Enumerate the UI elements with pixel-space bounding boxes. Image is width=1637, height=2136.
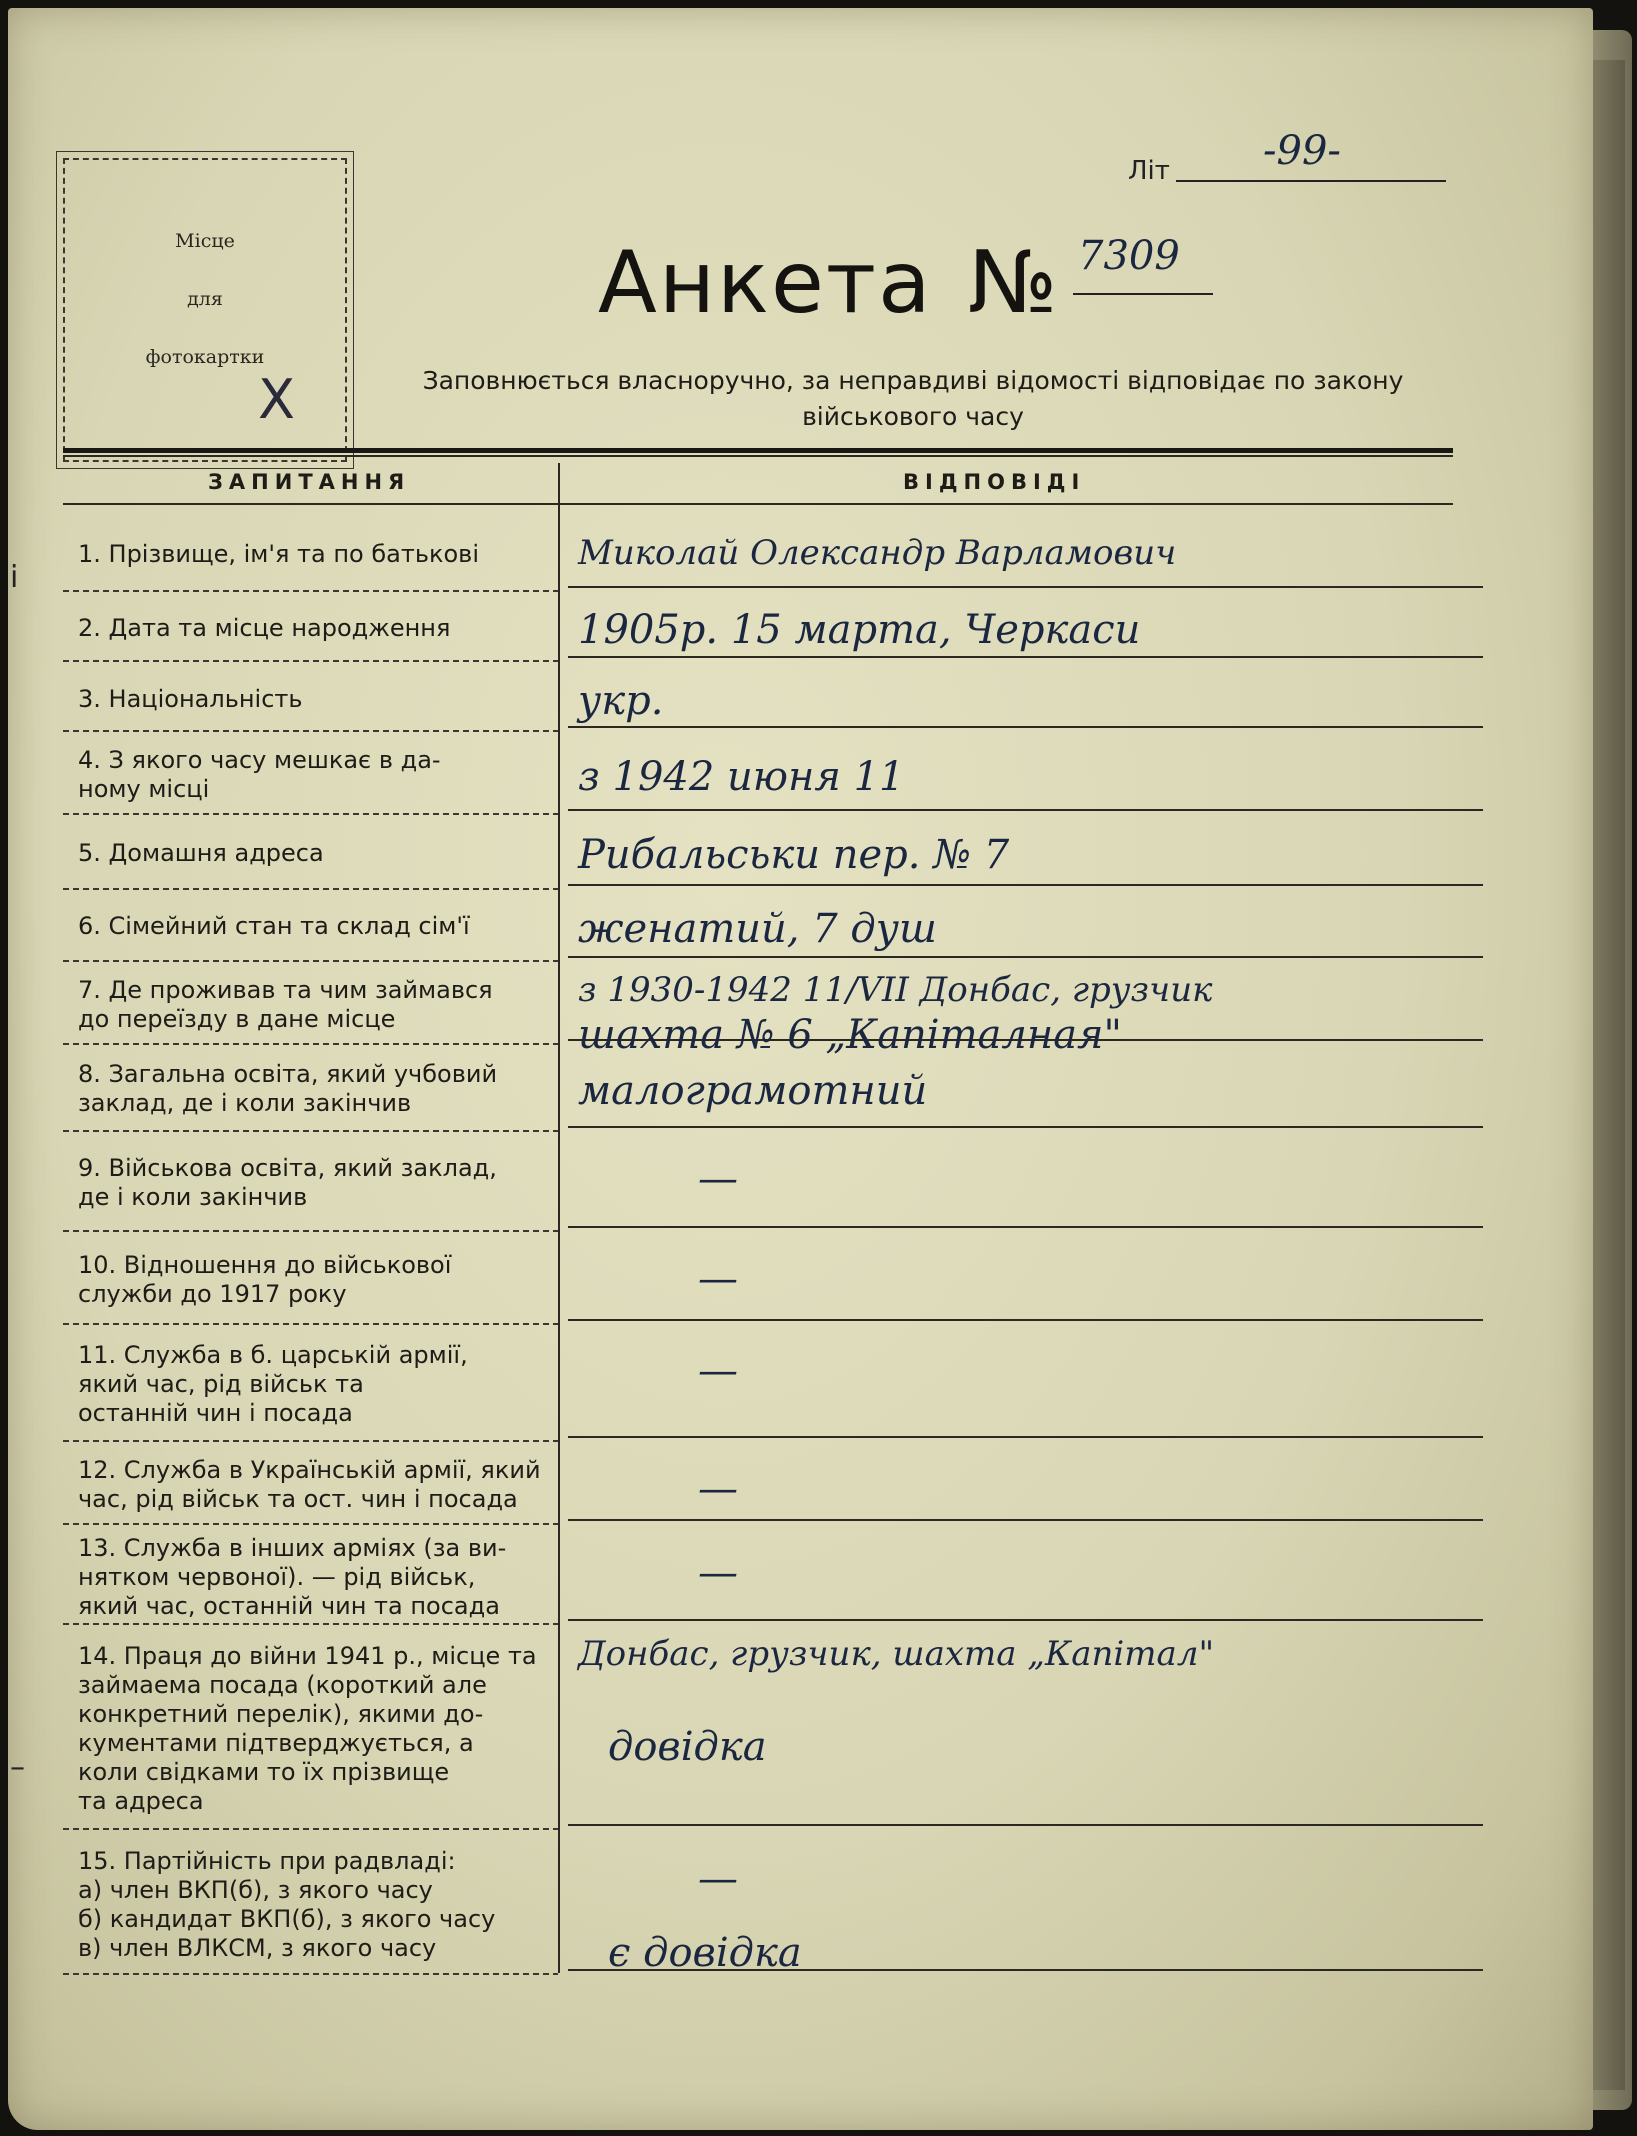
subtitle-line1: Заповнюється власноручно, за неправдиві відомості відповідає по закону xyxy=(422,366,1404,395)
question-line: б) кандидат ВКП(б), з якого часу xyxy=(78,1904,496,1933)
answer-line xyxy=(568,586,1483,588)
column-header-answers: ВІДПОВІДІ xyxy=(903,470,1086,494)
margin-mark-dash: – xyxy=(10,1750,25,1785)
lit-underline xyxy=(1176,180,1446,182)
answer-14-1: Донбас, грузчик, шахта „Капітал" xyxy=(578,1634,1215,1674)
answer-line xyxy=(568,1619,1483,1621)
lit-label: Літ xyxy=(1128,156,1170,186)
question-3 xyxy=(78,685,303,714)
answer-line xyxy=(568,1126,1483,1128)
question-12 xyxy=(78,1456,541,1514)
question-line: 1. Прізвище, ім'я та по батькові xyxy=(78,539,479,568)
question-line: до переїзду в дане місце xyxy=(78,1004,396,1033)
question-6 xyxy=(78,912,470,941)
answer-6-1: женатий, 7 душ xyxy=(578,905,937,952)
answer-line xyxy=(568,956,1483,958)
answer-line xyxy=(568,1519,1483,1521)
question-line: ному місці xyxy=(78,774,210,803)
answer-15-1: — xyxy=(698,1856,738,1902)
form-page xyxy=(8,8,1593,2130)
header-top-rule-thin xyxy=(63,455,1453,457)
subtitle-line2: військового часу xyxy=(802,402,1024,431)
answer-5-1: Рибальськи пер. № 7 xyxy=(578,832,1010,878)
question-separator xyxy=(63,1523,558,1525)
question-line: 4. З якого часу мешкає в да- xyxy=(78,745,441,774)
question-line: та адреса xyxy=(78,1787,204,1815)
question-separator xyxy=(63,888,558,890)
answer-line xyxy=(568,884,1483,886)
photo-placeholder xyxy=(63,158,347,462)
question-8 xyxy=(78,1060,497,1118)
photo-cross-mark: X xyxy=(258,368,295,431)
question-separator xyxy=(63,1323,558,1325)
number-underline xyxy=(1073,293,1213,295)
answer-7-2: шахта № 6 „Капіталная" xyxy=(578,1012,1122,1058)
column-header-questions: ЗАПИТАННЯ xyxy=(208,470,411,494)
form-number: 7309 xyxy=(1078,233,1180,279)
answer-line xyxy=(568,1824,1483,1826)
answer-line xyxy=(568,1319,1483,1321)
question-line: а) член ВКП(б), з якого часу xyxy=(78,1875,433,1904)
column-divider xyxy=(558,463,560,1973)
question-line: який час, останній чин та посада xyxy=(78,1592,500,1620)
question-13 xyxy=(78,1534,506,1621)
answer-1-1: Миколай Олександр Варламович xyxy=(578,533,1177,573)
header-bottom-rule xyxy=(63,503,1453,505)
answer-15-2: є довідка xyxy=(608,1930,802,1976)
number-sign: № xyxy=(968,233,1058,333)
question-separator xyxy=(63,1043,558,1045)
answer-7-1: з 1930-1942 11/VII Донбас, грузчик xyxy=(578,970,1213,1010)
question-9 xyxy=(78,1154,497,1212)
question-14 xyxy=(78,1642,537,1816)
question-10 xyxy=(78,1251,451,1309)
answer-9-1: — xyxy=(698,1156,738,1202)
question-line: заклад, де і коли закінчив xyxy=(78,1089,412,1117)
question-separator xyxy=(63,1623,558,1625)
question-line: час, рід військ та ост. чин і посада xyxy=(78,1484,518,1513)
question-2 xyxy=(78,614,450,643)
form-subtitle xyxy=(388,363,1438,435)
question-1 xyxy=(78,540,479,569)
answer-3-1: укр. xyxy=(578,678,664,724)
question-line: 15. Партійність при радвладі: xyxy=(78,1846,456,1875)
question-line: конкретний перелік), якими до- xyxy=(78,1700,484,1728)
answer-13-1: — xyxy=(698,1550,738,1596)
question-line: 6. Сімейний стан та склад сім'ї xyxy=(78,912,470,940)
answer-11-1: — xyxy=(698,1348,738,1394)
question-line: 5. Домашня адреса xyxy=(78,838,324,867)
question-separator xyxy=(63,813,558,815)
question-15 xyxy=(78,1847,495,1963)
question-line: служби до 1917 року xyxy=(78,1279,347,1308)
question-11 xyxy=(78,1341,468,1428)
question-line: який час, рід військ та xyxy=(78,1369,364,1398)
question-separator xyxy=(63,960,558,962)
answer-line xyxy=(568,656,1483,658)
question-line: займаема посада (короткий але xyxy=(78,1671,487,1699)
answer-line xyxy=(568,809,1483,811)
photo-label-line1: Місце xyxy=(175,230,235,252)
question-line: 14. Праця до війни 1941 р., місце та xyxy=(78,1642,537,1670)
question-line: 12. Служба в Українській армії, який xyxy=(78,1455,541,1484)
question-line: 13. Служба в інших арміях (за ви- xyxy=(78,1534,507,1562)
answer-10-1: — xyxy=(698,1256,738,1302)
question-separator xyxy=(63,1230,558,1232)
question-separator xyxy=(63,1828,558,1830)
question-line: 7. Де проживав та чим займався xyxy=(78,975,493,1004)
answer-line xyxy=(568,726,1483,728)
header-top-rule xyxy=(63,448,1453,453)
answer-12-1: — xyxy=(698,1466,738,1512)
answer-line xyxy=(568,1436,1483,1438)
question-separator xyxy=(63,730,558,732)
question-separator xyxy=(63,1130,558,1132)
answer-2-1: 1905р. 15 марта, Черкаси xyxy=(578,607,1141,653)
lit-value: -99- xyxy=(1263,128,1341,174)
question-line: 9. Військова освіта, який заклад, xyxy=(78,1154,497,1182)
question-5 xyxy=(78,839,324,868)
photo-label-line2: для xyxy=(187,288,223,310)
question-separator xyxy=(63,1440,558,1442)
question-line: 3. Національність xyxy=(78,684,303,713)
question-line: 10. Відношення до військової xyxy=(78,1250,452,1279)
question-line: в) член ВЛКСМ, з якого часу xyxy=(78,1933,437,1962)
answer-line xyxy=(568,1226,1483,1228)
answer-8-1: малограмотний xyxy=(578,1068,928,1114)
question-line: 2. Дата та місце народження xyxy=(78,613,451,642)
question-separator xyxy=(63,1973,558,1975)
question-line: де і коли закінчив xyxy=(78,1183,308,1211)
answer-14-2: довідка xyxy=(608,1724,767,1770)
question-7 xyxy=(78,976,493,1034)
question-line: 11. Служба в б. царській армії, xyxy=(78,1340,468,1369)
margin-mark-top: і xyxy=(10,560,19,595)
question-line: нятком червоної). — рід військ, xyxy=(78,1563,476,1591)
question-line: коли свідками то їх прізвище xyxy=(78,1758,450,1786)
question-line: останній чин і посада xyxy=(78,1398,353,1427)
question-4 xyxy=(78,746,441,804)
photo-label-line3: фотокартки xyxy=(145,346,265,368)
question-line: 8. Загальна освіта, який учбовий xyxy=(78,1060,498,1088)
question-separator xyxy=(63,660,558,662)
question-separator xyxy=(63,590,558,592)
question-line: кументами підтверджується, а xyxy=(78,1729,474,1757)
form-title: Анкета xyxy=(598,233,933,333)
answer-4-1: з 1942 июня 11 xyxy=(578,753,905,800)
